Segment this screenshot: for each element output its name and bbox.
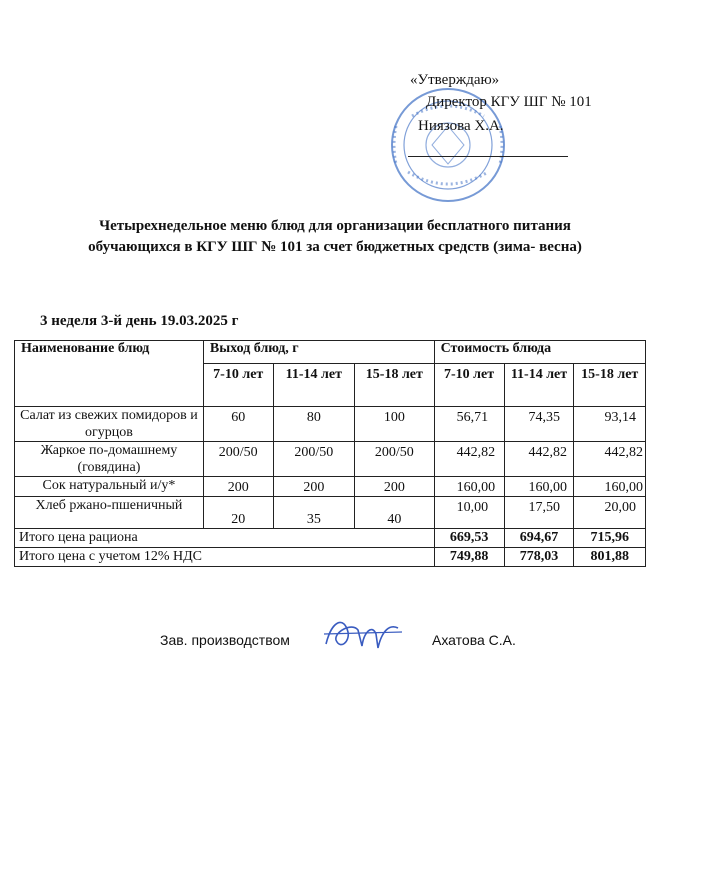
total-value: 715,96 bbox=[574, 529, 646, 548]
dish-name: Хлеб ржано-пшеничный bbox=[15, 497, 204, 529]
output-cell: 40 bbox=[355, 497, 435, 529]
handwritten-signature bbox=[318, 610, 404, 656]
cost-cell: 74,35 bbox=[504, 407, 574, 442]
week-day-label: 3 неделя 3-й день 19.03.2025 г bbox=[40, 313, 239, 329]
header-age-group: 11-14 лет bbox=[504, 364, 574, 407]
approval-block bbox=[0, 0, 705, 200]
cost-cell: 160,00 bbox=[574, 477, 646, 497]
table-row bbox=[15, 497, 646, 529]
dish-name: Салат из свежих помидоров и огурцов bbox=[15, 407, 204, 442]
total-vat-label: Итого цена с учетом 12% НДС bbox=[15, 548, 435, 567]
cost-cell: 20,00 bbox=[574, 497, 646, 529]
header-output: Выход блюд, г bbox=[203, 341, 434, 364]
approval-position: Директор КГУ ШГ № 101 bbox=[426, 94, 592, 110]
header-age-group: 15-18 лет bbox=[355, 364, 435, 407]
header-age-group: 7-10 лет bbox=[434, 364, 504, 407]
table-row bbox=[15, 477, 646, 497]
title-line-2: обучающихся в КГУ ШГ № 101 за счет бюджетных средств (зима- весна) bbox=[88, 239, 582, 255]
output-cell: 60 bbox=[203, 407, 273, 442]
header-cost: Стоимость блюда bbox=[434, 341, 645, 364]
output-cell: 200 bbox=[355, 477, 435, 497]
production-manager-role: Зав. производством bbox=[160, 632, 290, 648]
approval-label: «Утверждаю» bbox=[410, 72, 500, 88]
production-manager-name: Ахатова С.А. bbox=[432, 632, 516, 648]
cost-cell: 442,82 bbox=[574, 442, 646, 477]
total-vat-value: 778,03 bbox=[504, 548, 574, 567]
output-cell: 200/50 bbox=[273, 442, 355, 477]
approval-signature-line bbox=[408, 156, 568, 157]
cost-cell: 442,82 bbox=[434, 442, 504, 477]
total-vat-row bbox=[15, 548, 646, 567]
title-line-1: Четырехнедельное меню блюд для организации бесплатного питания bbox=[99, 218, 571, 234]
output-cell: 200 bbox=[203, 477, 273, 497]
dish-name: Жаркое по-домашнему (говядина) bbox=[15, 442, 204, 477]
document-title bbox=[40, 216, 630, 258]
output-cell: 200/50 bbox=[203, 442, 273, 477]
output-cell: 200 bbox=[273, 477, 355, 497]
cost-cell: 10,00 bbox=[434, 497, 504, 529]
cost-cell: 56,71 bbox=[434, 407, 504, 442]
table-header-row bbox=[15, 341, 646, 364]
total-label: Итого цена рациона bbox=[15, 529, 435, 548]
cost-cell: 160,00 bbox=[504, 477, 574, 497]
total-value: 669,53 bbox=[434, 529, 504, 548]
approval-signer: Ниязова Х.А. bbox=[418, 118, 504, 134]
output-cell: 35 bbox=[273, 497, 355, 529]
output-cell: 80 bbox=[273, 407, 355, 442]
cost-cell: 442,82 bbox=[504, 442, 574, 477]
total-value: 694,67 bbox=[504, 529, 574, 548]
output-cell: 200/50 bbox=[355, 442, 435, 477]
dish-name: Сок натуральный и/у* bbox=[15, 477, 204, 497]
table-row bbox=[15, 407, 646, 442]
header-age-group: 7-10 лет bbox=[203, 364, 273, 407]
header-age-group: 15-18 лет bbox=[574, 364, 646, 407]
total-vat-value: 801,88 bbox=[574, 548, 646, 567]
menu-table bbox=[14, 340, 646, 567]
output-cell: 20 bbox=[203, 497, 273, 529]
table-row bbox=[15, 442, 646, 477]
header-age-group: 11-14 лет bbox=[273, 364, 355, 407]
total-vat-value: 749,88 bbox=[434, 548, 504, 567]
cost-cell: 160,00 bbox=[434, 477, 504, 497]
total-row bbox=[15, 529, 646, 548]
cost-cell: 93,14 bbox=[574, 407, 646, 442]
cost-cell: 17,50 bbox=[504, 497, 574, 529]
header-dish-name: Наименование блюд bbox=[15, 341, 204, 407]
output-cell: 100 bbox=[355, 407, 435, 442]
